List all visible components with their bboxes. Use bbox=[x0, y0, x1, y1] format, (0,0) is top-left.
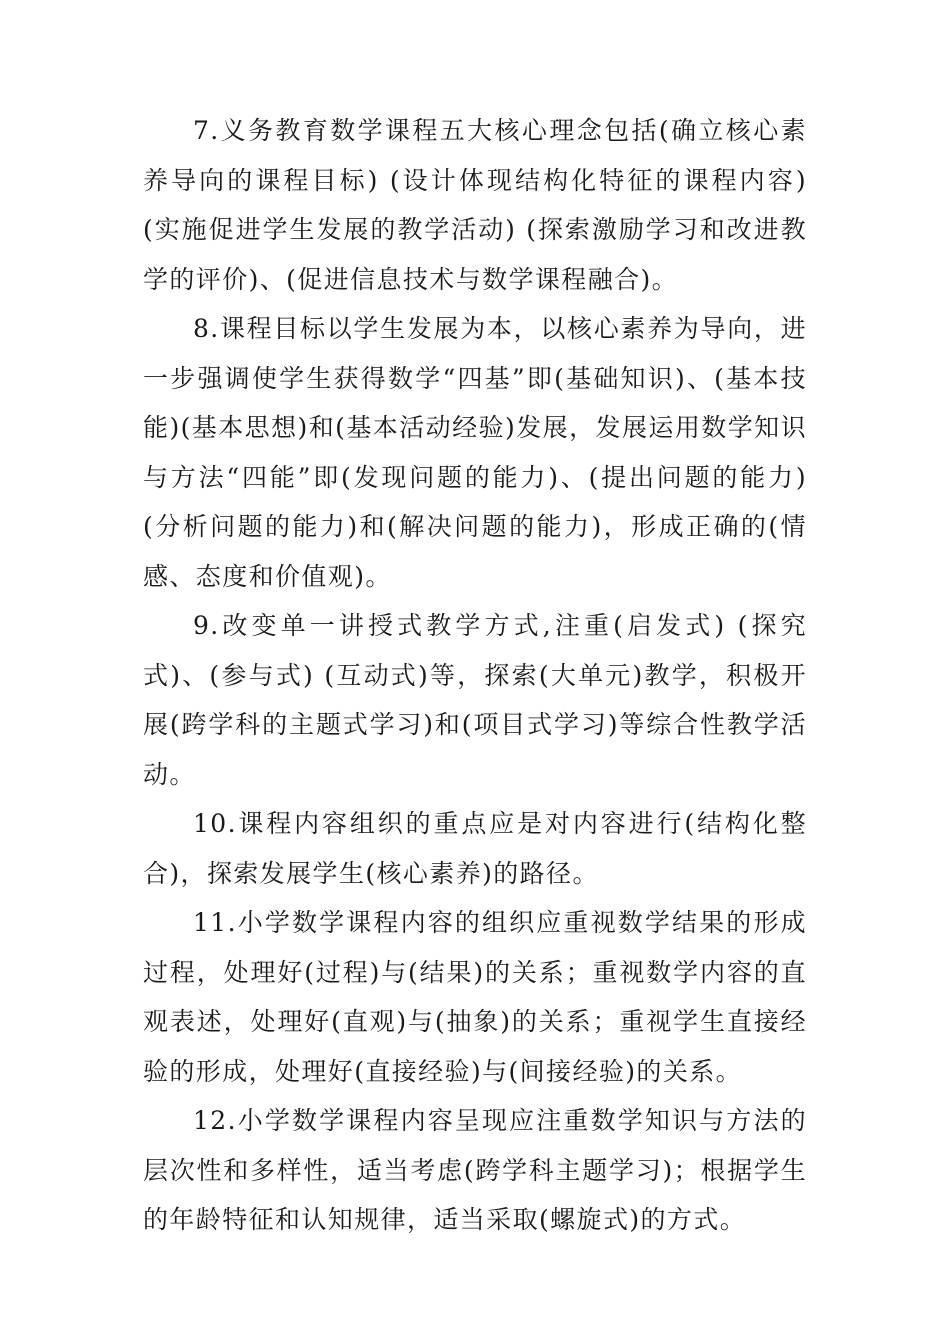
paragraph-item-10: 10.课程内容组织的重点应是对内容进行(结构化整合)，探索发展学生(核心素养)的路径。 bbox=[143, 809, 807, 888]
paragraph-item-11: 11.小学数学课程内容的组织应重视数学结果的形成过程，处理好(过程)与(结果)的关系；重视数学内容的直观表述，处理好(直观)与(抽象)的关系；重视学生直接经验的形成，处理好(直接经验)与(间接经验)的关系。 bbox=[143, 908, 807, 1086]
paragraph-item-9: 9.改变单一讲授式教学方式,注重(启发式) (探究式)、(参与式) (互动式)等，探索(大单元)教学，积极开展(跨学科的主题式学习)和(项目式学习)等综合性教学活动。 bbox=[143, 611, 807, 789]
paragraph-item-7: 7.义务教育数学课程五大核心理念包括(确立核心素养导向的课程目标) (设计体现结构化特征的课程内容) (实施促进学生发展的教学活动) (探索激励学习和改进教学的评价)、(促进信息技术与数学课程融合)。 bbox=[143, 116, 807, 294]
paragraph-item-12: 12.小学数学课程内容呈现应注重数学知识与方法的层次性和多样性，适当考虑(跨学科主题学习)；根据学生的年龄特征和认知规律，适当采取(螺旋式)的方式。 bbox=[143, 1106, 807, 1234]
document-body bbox=[143, 106, 807, 1245]
paragraph-item-8: 8.课程目标以学生发展为本，以核心素养为导向，进一步强调使学生获得数学“四基”即(基础知识)、(基本技能)(基本思想)和(基本活动经验)发展，发展运用数学知识与方法“四能”即(发现问题的能力)、(提出问题的能力) (分析问题的能力)和(解决问题的能力)，形成正确的(情感、态度和价值观)。 bbox=[143, 314, 807, 591]
